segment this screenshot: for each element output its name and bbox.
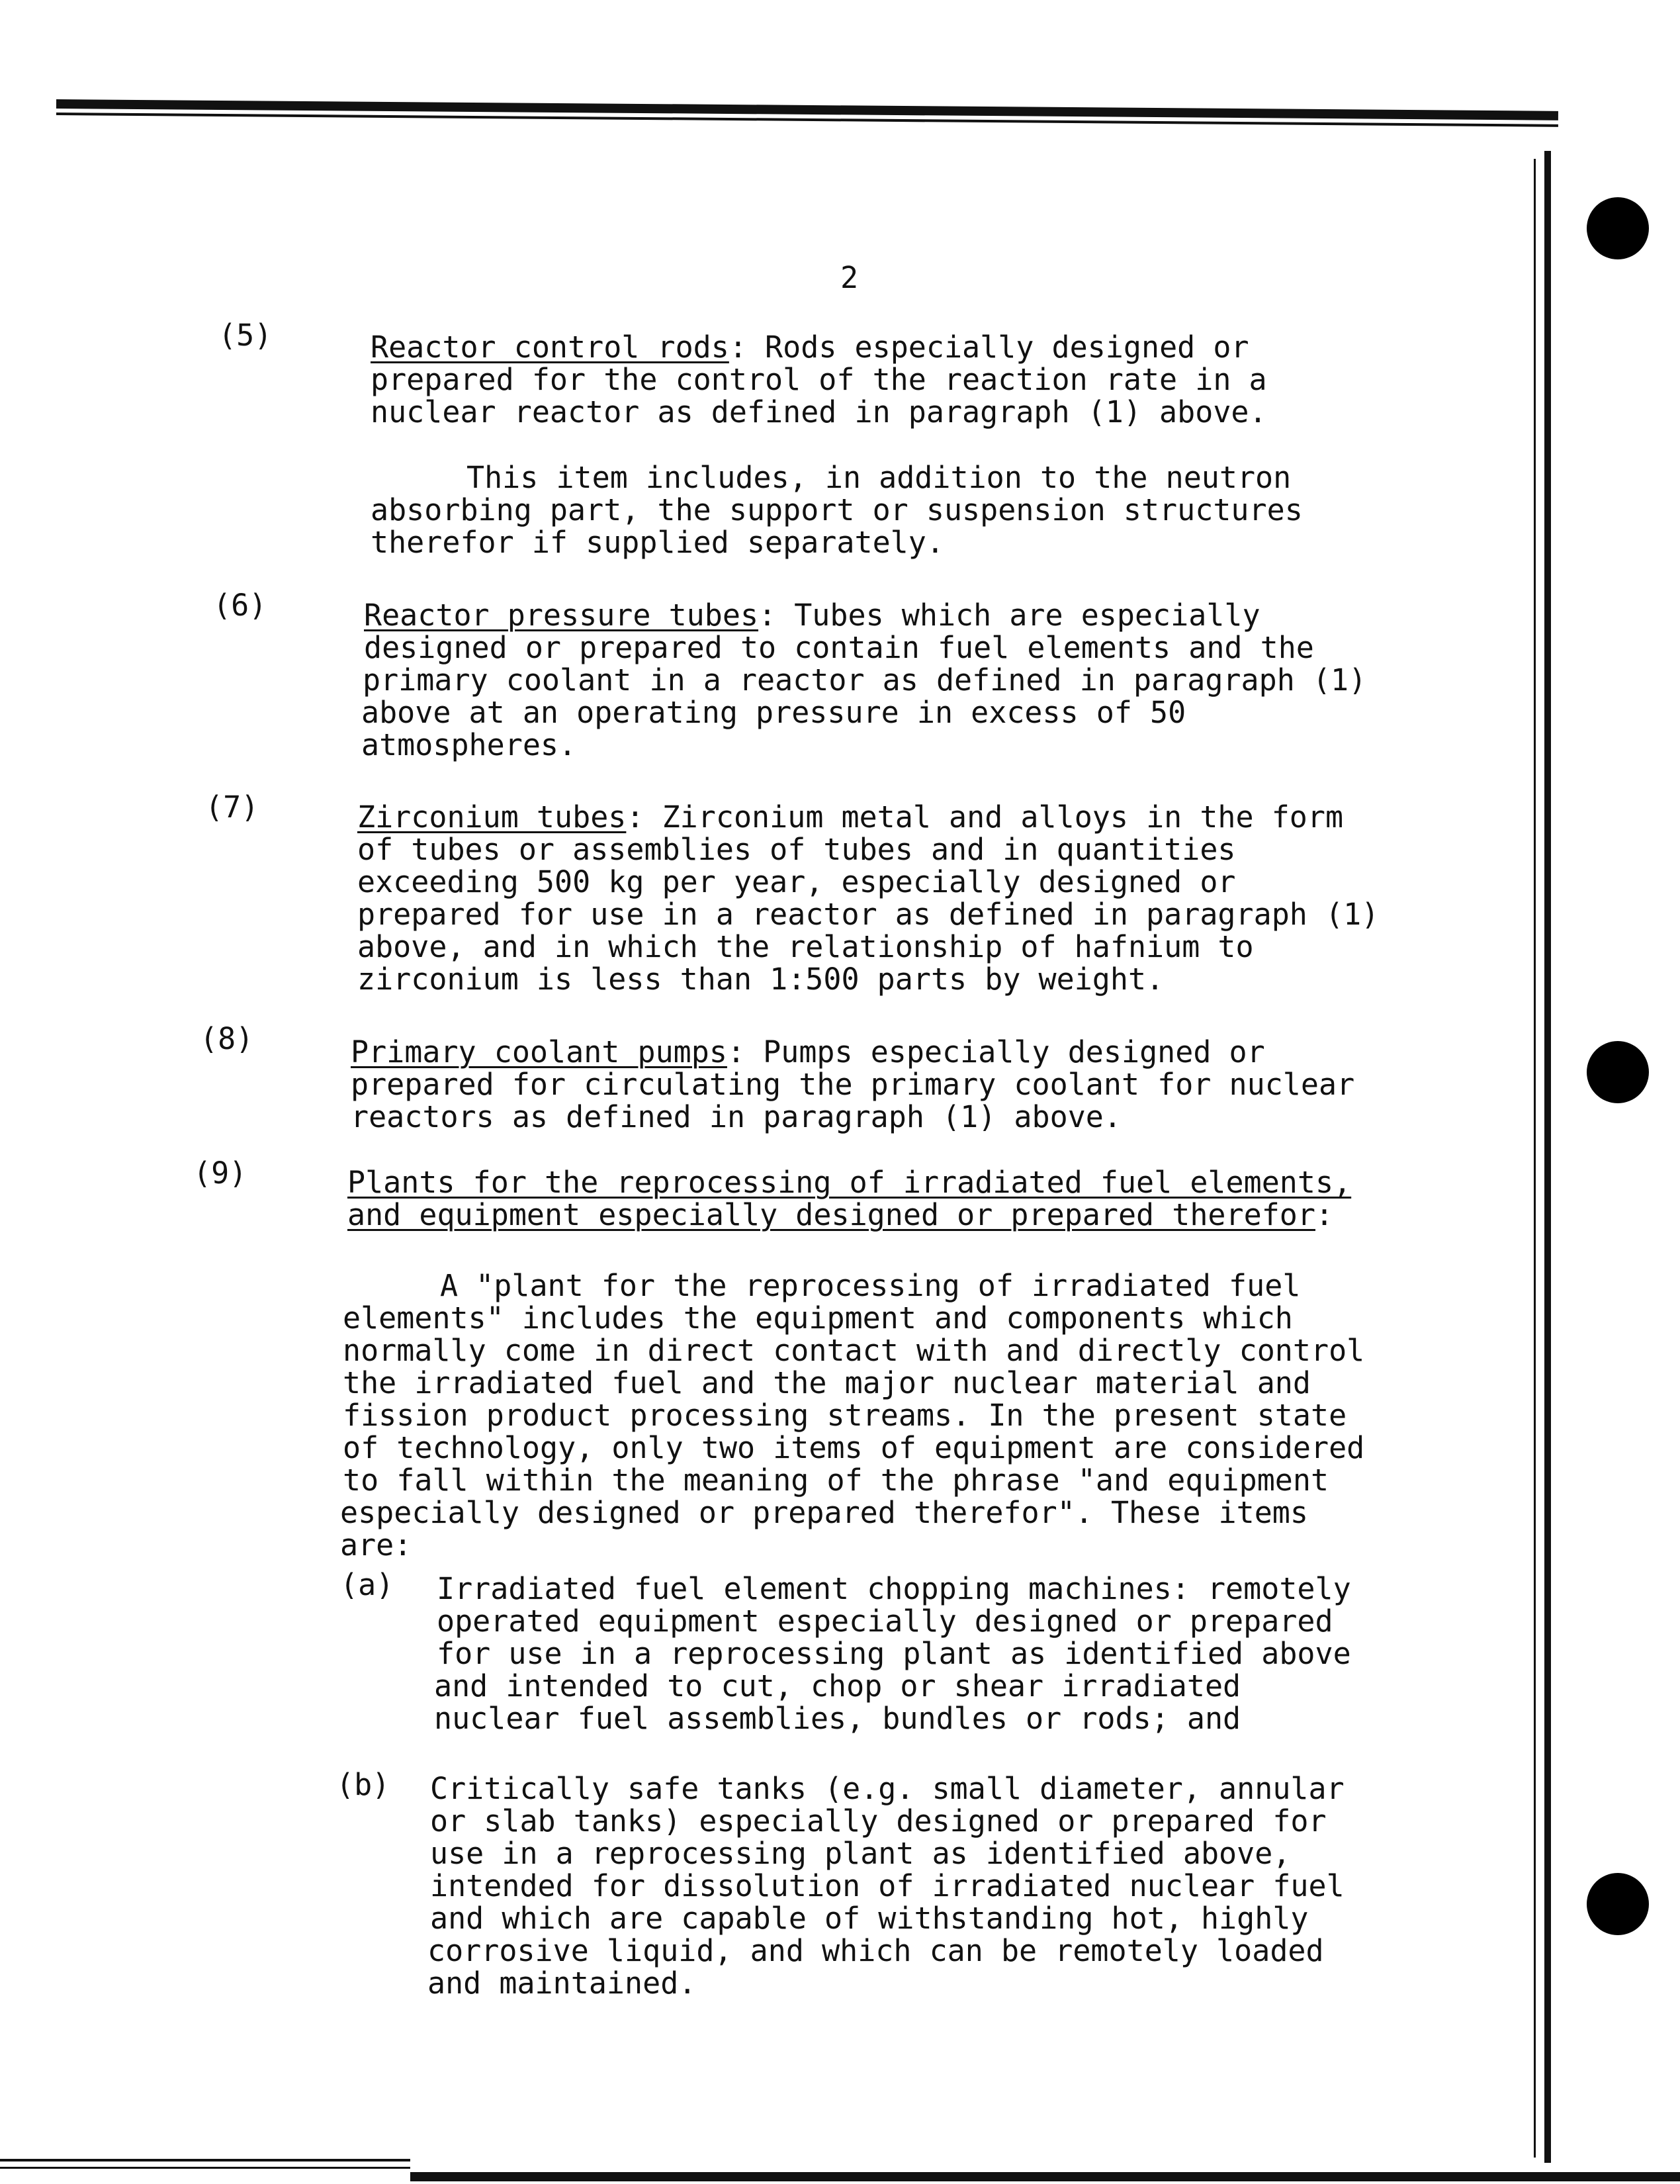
subitem-label: (a) [340, 1567, 394, 1602]
subitem-line: intended for dissolution of irradiated nuclear fuel [430, 1868, 1345, 1903]
paragraph-line: normally come in direct contact with and directly control [343, 1333, 1365, 1368]
item-heading: Reactor pressure tubes [364, 598, 759, 633]
subitem-line: Irradiated fuel element chopping machines: remotely [437, 1571, 1351, 1606]
bottom-left-rule-thin [0, 2167, 410, 2169]
paragraph-line: the irradiated fuel and the major nuclear material and [343, 1365, 1311, 1400]
item-line: : Pumps especially designed or [727, 1034, 1265, 1069]
item-line: reactors as defined in paragraph (1) above. [351, 1099, 1122, 1134]
subitem-line: nuclear fuel assemblies, bundles or rods; and [434, 1701, 1241, 1736]
item-first-line [364, 599, 1260, 631]
item-line: : Rods especially designed or [729, 330, 1249, 365]
subitem-line: and which are capable of withstanding hot, highly [430, 1901, 1309, 1936]
item-line: primary coolant in a reactor as defined in paragraph (1) [363, 662, 1367, 698]
right-border-rule [1544, 151, 1551, 2163]
paragraph-line: of technology, only two items of equipment are considered [343, 1430, 1365, 1465]
punch-hole-middle [1587, 1041, 1649, 1103]
item-number: (6) [213, 588, 267, 623]
item-heading: Primary coolant pumps [351, 1034, 727, 1069]
item-line: nuclear reactor as defined in paragraph (1) above. [371, 394, 1267, 430]
item-first-line [351, 1036, 1265, 1068]
item-heading-line2 [347, 1199, 1333, 1231]
item-heading: and equipment especially designed or prepared therefor [347, 1197, 1315, 1232]
item-number: (5) [218, 318, 273, 353]
paragraph-line: This item includes, in addition to the neutron [466, 460, 1292, 495]
right-border-rule-thin [1534, 159, 1536, 2158]
subitem-label: (b) [336, 1767, 390, 1802]
top-border-rule [56, 99, 1558, 120]
item-line: : Tubes which are especially [758, 598, 1260, 633]
item-number: (9) [193, 1156, 247, 1191]
item-line: zirconium is less than 1:500 parts by weight. [357, 962, 1165, 997]
item-line: prepared for use in a reactor as defined in paragraph (1) [357, 897, 1380, 932]
item-line: designed or prepared to contain fuel elements and the [364, 630, 1314, 665]
item-line: : Zirconium metal and alloys in the form [626, 799, 1344, 835]
item-line: of tubes or assemblies of tubes and in quantities [357, 832, 1236, 867]
item-line: prepared for circulating the primary coolant for nuclear [351, 1067, 1355, 1102]
subitem-line: Critically safe tanks (e.g. small diameter, annular [430, 1771, 1345, 1806]
page-number: 2 [840, 260, 859, 295]
subitem-line: or slab tanks) especially designed or prepared for [430, 1803, 1327, 1839]
item-number: (8) [200, 1021, 254, 1056]
paragraph-line: therefor if supplied separately. [371, 525, 944, 560]
subitem-line: and maintained. [427, 1966, 697, 2001]
paragraph-line: A "plant for the reprocessing of irradiated fuel [440, 1268, 1301, 1303]
item-number: (7) [205, 790, 259, 825]
bottom-left-rule [0, 2159, 410, 2161]
item-heading: Reactor control rods [371, 330, 729, 365]
punch-hole-bottom [1587, 1873, 1649, 1935]
subitem-line: and intended to cut, chop or shear irradiated [434, 1668, 1241, 1704]
item-line: exceeding 500 kg per year, especially designed or [357, 864, 1236, 899]
subitem-line: use in a reprocessing plant as identified above, [430, 1836, 1291, 1871]
punch-hole-top [1587, 197, 1649, 259]
item-line: above, and in which the relationship of hafnium to [357, 929, 1254, 964]
item-first-line [357, 801, 1343, 833]
subitem-line: operated equipment especially designed or prepared [437, 1604, 1333, 1639]
item-heading-colon: : [1315, 1197, 1334, 1232]
paragraph-line: elements" includes the equipment and components which [343, 1300, 1293, 1336]
paragraph-line: are: [340, 1527, 412, 1563]
item-heading: Zirconium tubes [357, 799, 627, 835]
item-heading: Plants for the reprocessing of irradiated fuel elements, [347, 1165, 1352, 1200]
paragraph-line: absorbing part, the support or suspension structures [371, 492, 1303, 527]
item-line: atmospheres. [361, 727, 577, 762]
paragraph-line: to fall within the meaning of the phrase "and equipment [343, 1463, 1329, 1498]
item-line: above at an operating pressure in excess of 50 [361, 695, 1186, 730]
item-first-line [371, 331, 1249, 363]
item-line: prepared for the control of the reaction rate in a [371, 362, 1267, 397]
subitem-line: corrosive liquid, and which can be remotely loaded [427, 1933, 1324, 1968]
bottom-border-rule [410, 2172, 1680, 2181]
paragraph-line: especially designed or prepared therefor". These items [340, 1495, 1308, 1530]
paragraph-line: fission product processing streams. In the present state [343, 1398, 1347, 1433]
subitem-line: for use in a reprocessing plant as identified above [437, 1636, 1351, 1671]
